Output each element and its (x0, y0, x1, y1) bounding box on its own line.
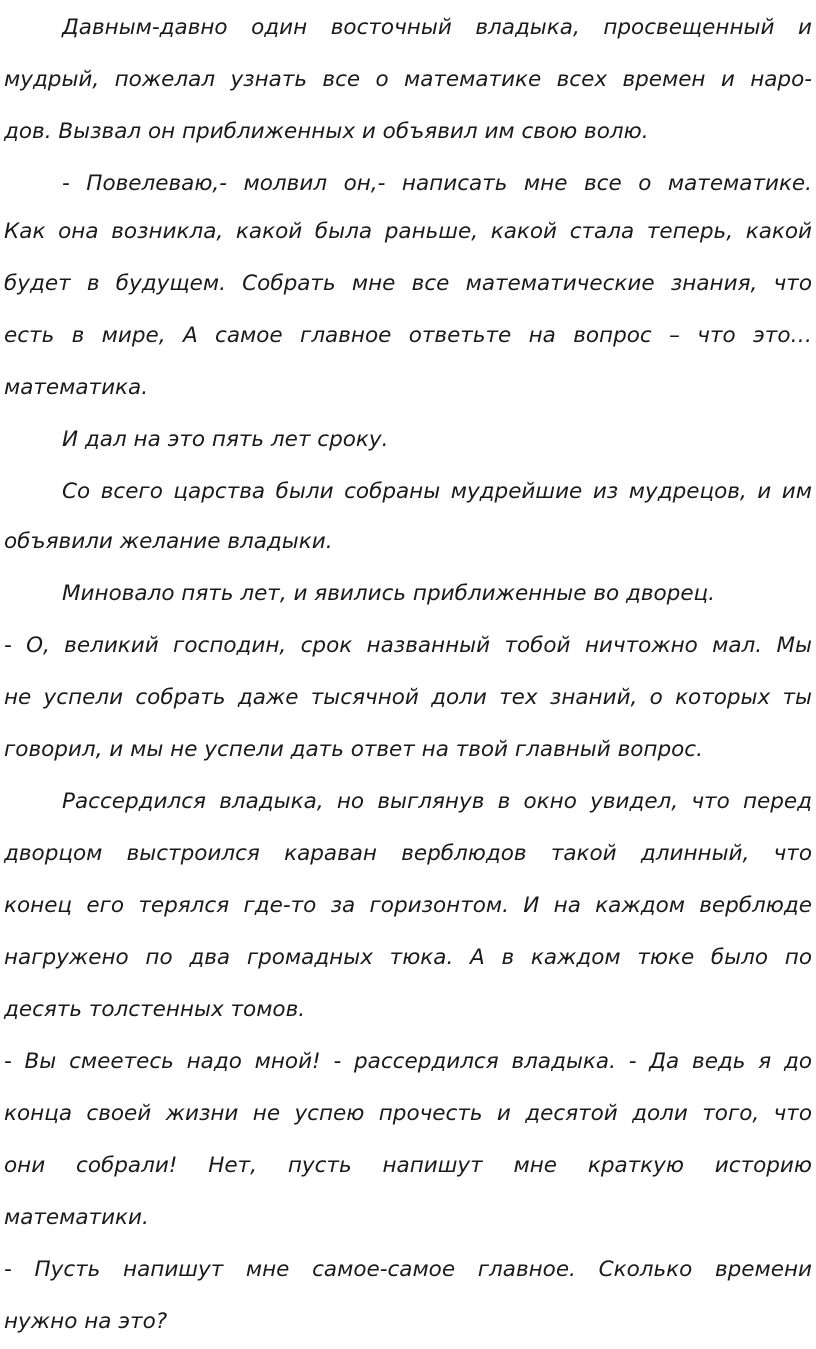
text-line: конец его терялся где-то за горизонтом. И на каждом верблюде (4, 893, 812, 918)
text-line: не успели собрать даже тысячной доли тех знаний, о которых ты (4, 685, 812, 710)
text-line: дов. Вызвал он приближенных и объявил им свою волю. (4, 119, 649, 144)
text-line: Как она возникла, какой была раньше, какой стала теперь, какой (4, 219, 812, 244)
text-line: - О, великий господин, срок названный тобой ничтожно мал. Мы (4, 633, 812, 658)
text-line: Со всего царства были собраны мудрейшие из мудрецов, и им (62, 479, 812, 504)
text-line: есть в мире, А самое главное ответьте на вопрос – что это… (4, 323, 812, 348)
text-line: Давным-давно один восточный владыка, просвещенный и (62, 15, 812, 40)
text-line: будет в будущем. Собрать мне все математические знания, что (4, 271, 812, 296)
text-line: объявили желание владыки. (4, 529, 333, 554)
text-line: конца своей жизни не успею прочесть и десятой доли того, что (4, 1101, 812, 1126)
text-line: - Повелеваю,- молвил он,- написать мне все о математике. (62, 171, 812, 196)
text-line: математики. (4, 1205, 149, 1230)
text-line: они собрали! Нет, пусть напишут мне краткую историю (4, 1153, 812, 1178)
text-line: Миновало пять лет, и явились приближенные во дворец. (62, 581, 716, 606)
text-line: Рассердился владыка, но выглянув в окно увидел, что перед (62, 789, 812, 814)
text-line: дворцом выстроился караван верблюдов такой длинный, что (4, 841, 812, 866)
text-line: десять толстенных томов. (4, 997, 306, 1022)
text-line: математика. (4, 375, 149, 400)
text-line: - Вы смеетесь надо мной! - рассердился владыка. - Да ведь я до (4, 1049, 812, 1074)
text-line: - Пусть напишут мне самое-самое главное. Сколько времени (4, 1257, 812, 1282)
text-line: говорил, и мы не успели дать ответ на твой главный вопрос. (4, 737, 703, 762)
text-line: мудрый, пожелал узнать все о математике всех времен и наро- (4, 67, 812, 92)
text-line: И дал на это пять лет сроку. (62, 427, 389, 452)
text-line: нужно на это? (4, 1309, 168, 1334)
text-line: нагружено по два громадных тюка. А в каждом тюке было по (4, 945, 812, 970)
